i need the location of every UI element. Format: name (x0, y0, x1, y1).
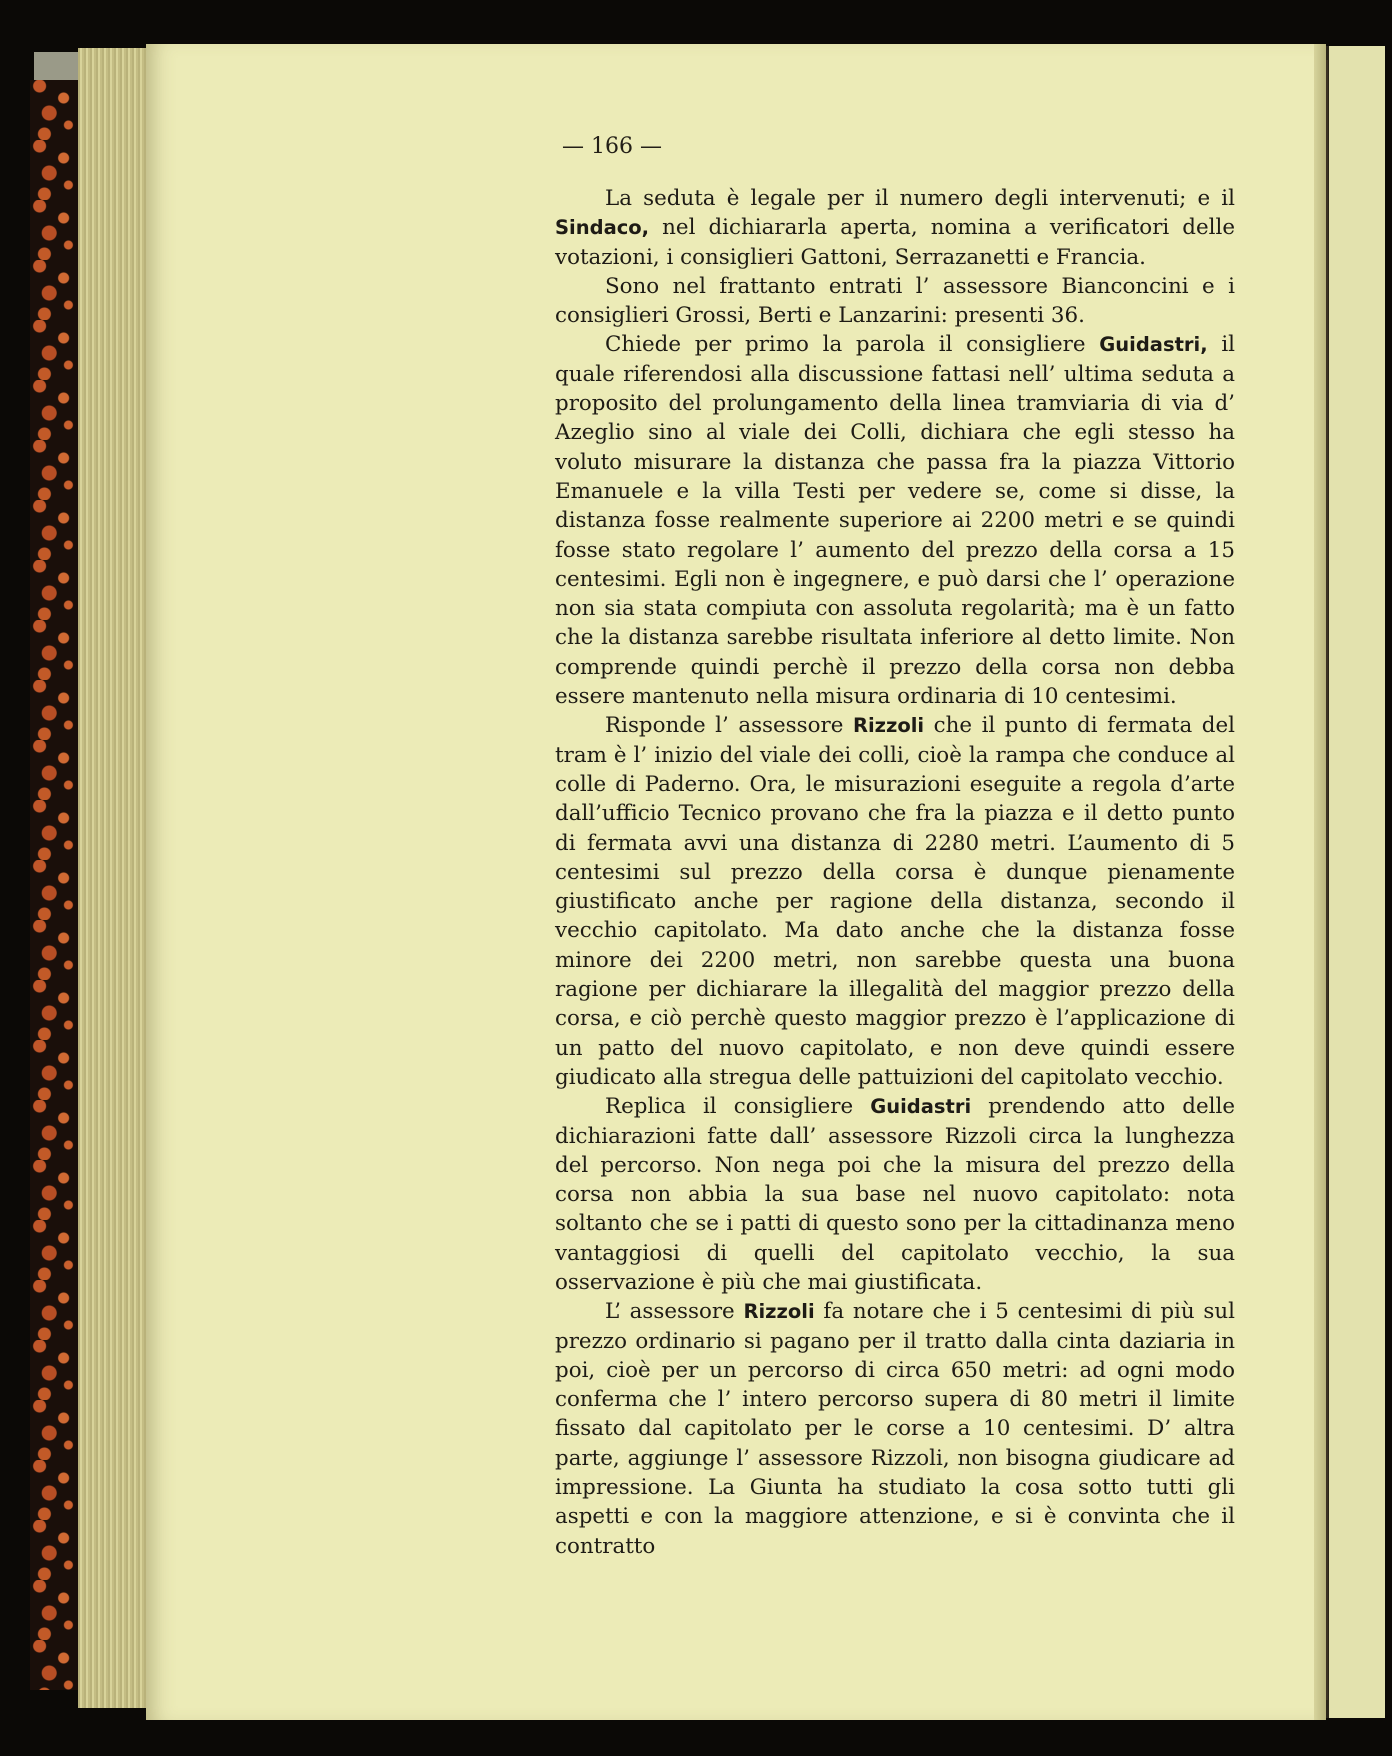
paragraph-text: prendendo atto delle dichiarazioni fatte dall’ assessore Rizzoli circa la lunghezza del percorso. Non nega poi che la misura del prezzo della corsa non abbia la sua base nel nuovo capitolato: nota soltanto che se i patti di questo sono per la cittadinanza meno vantaggiosi di quelli del capitolato vecchio, la sua osservazione è più che mai giustificata. (555, 1094, 1235, 1295)
book-cover-edge (30, 80, 78, 1690)
page-number: — 166 — (562, 134, 662, 159)
paragraph-text: nel dichiararla aperta, nomina a verificatori delle votazioni, i consiglieri Gattoni, Serrazanetti e Francia. (555, 215, 1235, 270)
speaker-name: Rizzoli (852, 714, 925, 738)
next-page-edge (1326, 46, 1385, 1718)
speaker-name: Guidastri (870, 1095, 972, 1119)
paragraph-text: Risponde l’ assessore (605, 713, 853, 739)
paragraph-text: L’ assessore (605, 1299, 744, 1325)
page-stack (78, 48, 150, 1708)
paragraph-text: fa notare che i 5 centesimi di più sul prezzo ordinario si pagano per il tratto dalla cinta daziaria in poi, cioè per un percorso di circa 650 metri: ad ogni modo conferma che l’ intero percorso supera di 80 metri il limite fissato dal capitolato per le corse a 10 centesimi. D’ altra parte, aggiunge l’ assessore Rizzoli, non bisogna giudicare ad impressione. La Giunta ha studiato la cosa sotto tutti gli aspetti e con la maggiore attenzione, e si è convinta che il contratto (555, 1299, 1235, 1559)
paragraph-text: il quale riferendosi alla discussione fattasi nell’ ultima seduta a proposito del prolungamento della linea tramviaria di via d’ Azeglio sino al viale dei Colli, dichiara che egli stesso ha voluto misurare la distanza che passa fra la piazza Vittorio Emanuele e la villa Testi per vedere se, come si disse, la distanza fosse realmente superiore ai 2200 metri e se quindi fosse stato regolare l’ aumento del prezzo della corsa a 15 centesimi. Egli non è ingegnere, e può darsi che l’ operazione non sia stata compiuta con assoluta regolarità; ma è un fatto che la distanza sarebbe risultata inferiore al detto limite. Non comprende quindi perchè il prezzo della corsa non debba essere mantenuto nella misura ordinaria di 10 centesimi. (555, 332, 1236, 710)
paragraph-text: che il punto di fermata del tram è l’ inizio del viale dei colli, cioè la rampa che conduce al colle di Paderno. Ora, le misurazioni eseguite a regola d’arte dall’ufficio Tecnico provano che fra la piazza e il detto punto di fermata avvi una distanza di 2280 metri. L’aumento di 5 centesimi sul prezzo della corsa è dunque pienamente giustificato anche per ragione della distanza, secondo il vecchio capitolato. Ma dato anche che la distanza fosse minore dei 2200 metri, non sarebbe questa una buona ragione per dichiarare la illegalità del maggior prezzo della corsa, e ciò perchè questo maggior prezzo è l’applicazione di un patto del nuovo capitolato, e non deve quindi essere giudicato alla stregua delle pattuizioni del capitolato vecchio. (555, 713, 1236, 1090)
speaker-name: Rizzoli (743, 1300, 815, 1324)
speaker-name: Guidastri, (1099, 333, 1208, 357)
paragraph-text: Sono nel frattanto entrati l’ assessore Bianconcini e i consiglieri Grossi, Berti e Lanzarini: presenti 36. (555, 273, 1235, 329)
paragraph-text: Chiede per primo la parola il consigliere (605, 332, 1100, 358)
paragraph-text: Replica il consigliere (605, 1094, 871, 1120)
body-text (555, 184, 1235, 1561)
paragraph (555, 1297, 1235, 1561)
speaker-name: Sindaco, (555, 216, 650, 240)
paragraph (555, 711, 1235, 1092)
paragraph (555, 330, 1235, 711)
paragraph (555, 184, 1235, 272)
page-gutter (1314, 44, 1326, 1720)
paragraph (555, 272, 1235, 331)
paragraph-text: La seduta è legale per il numero degli intervenuti; e il (605, 186, 1235, 211)
paragraph (555, 1092, 1235, 1297)
